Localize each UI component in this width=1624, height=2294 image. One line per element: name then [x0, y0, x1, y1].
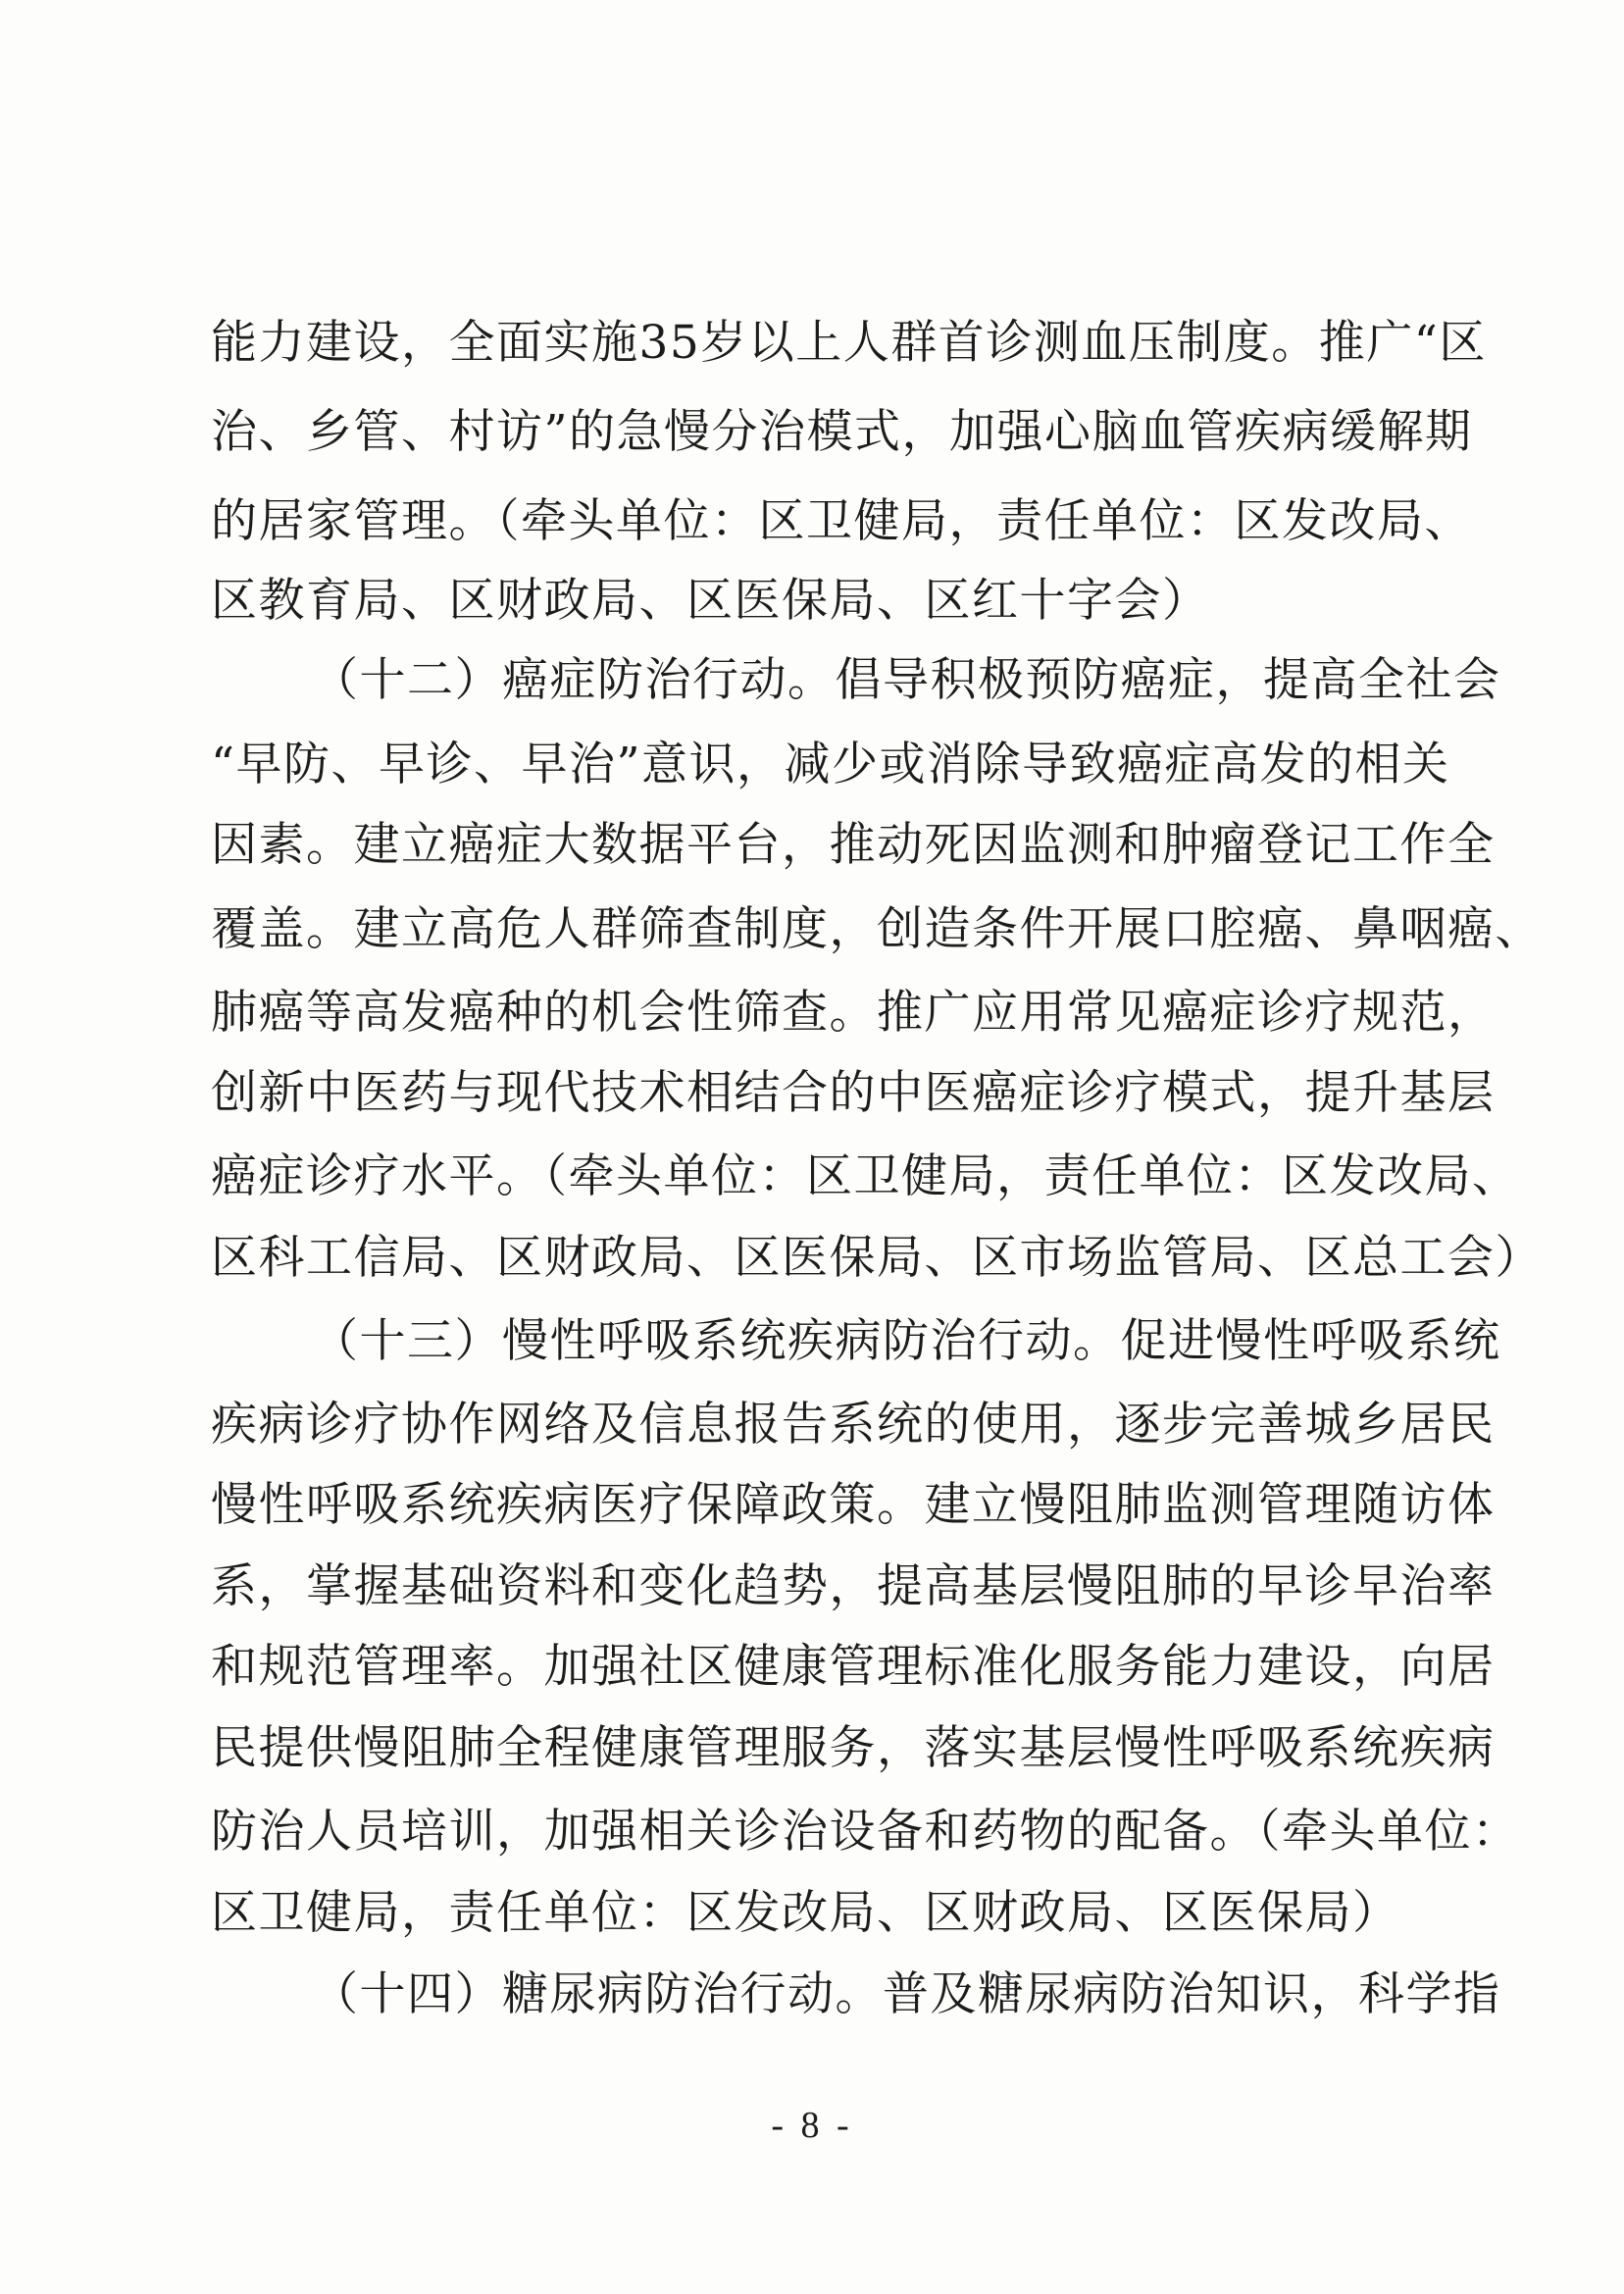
- text-line: 治、乡管、村访”的急慢分治模式，加强心脑血管疾病缓解期: [211, 405, 1473, 459]
- text-line: 肺癌等高发癌种的机会性筛查。推广应用常见癌症诊疗规范，: [211, 986, 1496, 1040]
- text-line: 能力建设，全面实施35岁以上人群首诊测血压制度。推广“区: [211, 316, 1487, 370]
- text-line: 区卫健局，责任单位：区发改局、区财政局、区医保局）: [211, 1886, 1400, 1940]
- text-line: 因素。建立癌症大数据平台，推动死因监测和肿瘤登记工作全: [211, 818, 1496, 872]
- text-line: 防治人员培训，加强相关诊治设备和药物的配备。（牵头单位：: [211, 1805, 1520, 1859]
- section-heading-line: （十三）慢性呼吸系统疾病防治行动。促进慢性呼吸系统: [312, 1314, 1501, 1368]
- page-number: - 8 -: [771, 2105, 853, 2146]
- text-line: “早防、早诊、早治”意识，减少或消除导致癌症高发的相关: [211, 738, 1450, 791]
- text-line: 和规范管理率。加强社区健康管理标准化服务能力建设，向居: [211, 1640, 1496, 1694]
- text-line: 覆盖。建立高危人群筛查制度，创造条件开展口腔癌、鼻咽癌、: [211, 902, 1543, 956]
- section-heading-line: （十二）癌症防治行动。倡导积极预防癌症，提高全社会: [312, 653, 1501, 707]
- text-line: 的居家管理。（牵头单位：区卫健局，责任单位：区发改局、: [211, 494, 1472, 548]
- text-line: 慢性呼吸系统疾病医疗保障政策。建立慢阻肺监测管理随访体: [211, 1478, 1496, 1532]
- text-line: 疾病诊疗协作网络及信息报告系统的使用，逐步完善城乡居民: [211, 1398, 1496, 1452]
- text-line: 癌症诊疗水平。（牵头单位：区卫健局，责任单位：区发改局、: [211, 1149, 1520, 1203]
- text-line: 民提供慢阻肺全程健康管理服务，落实基层慢性呼吸系统疾病: [211, 1721, 1496, 1775]
- section-heading-line: （十四）糖尿病防治行动。普及糖尿病防治知识，科学指: [312, 1967, 1501, 2021]
- text-line: 创新中医药与现代技术相结合的中医癌症诊疗模式，提升基层: [211, 1066, 1496, 1120]
- text-line: 区教育局、区财政局、区医保局、区红十字会）: [211, 574, 1210, 628]
- text-line: 区科工信局、区财政局、区医保局、区市场监管局、区总工会）: [211, 1231, 1543, 1285]
- text-line: 系，掌握基础资料和变化趋势，提高基层慢阻肺的早诊早治率: [211, 1559, 1496, 1613]
